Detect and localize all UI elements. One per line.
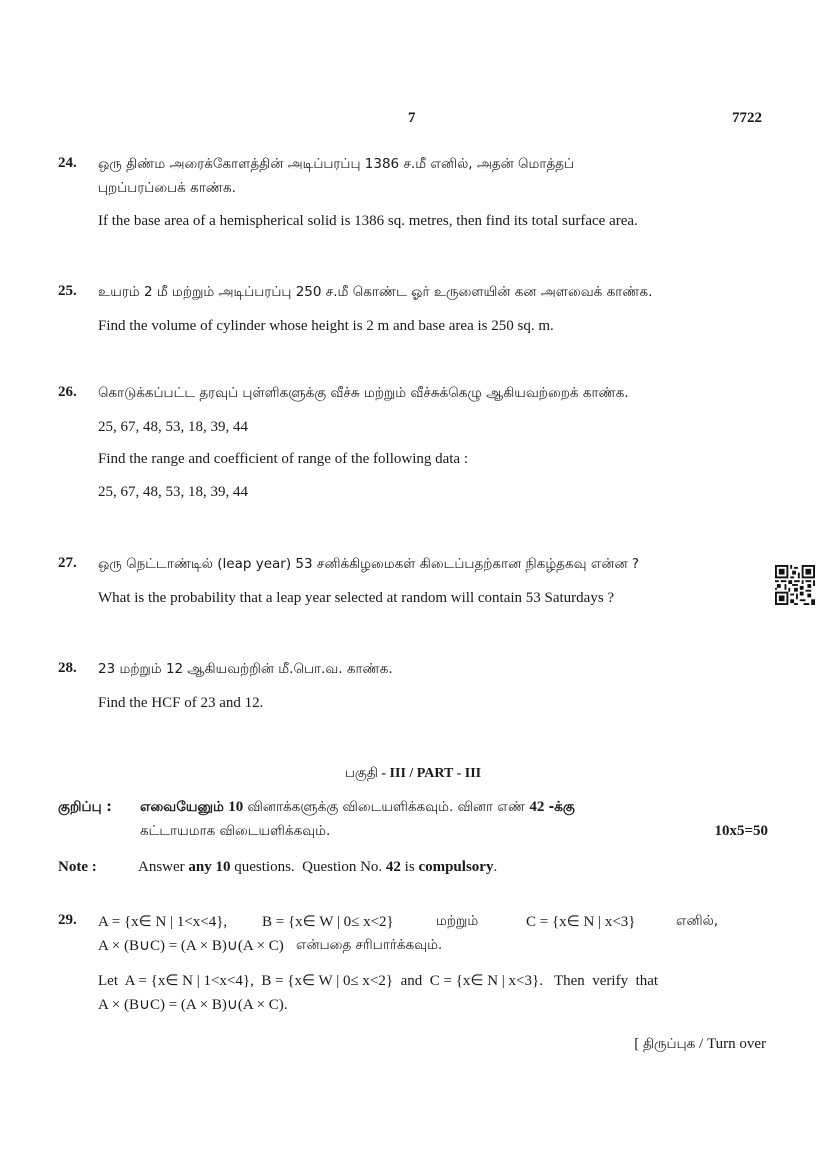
verify-text-tamil: என்பதை சரிபார்க்கவும். xyxy=(296,937,443,953)
turn-over-english: Turn over xyxy=(706,1036,766,1052)
data-values: 25, 67, 48, 53, 18, 39, 44 xyxy=(98,419,248,435)
question-number: 28. xyxy=(58,660,77,676)
note-text-english xyxy=(138,859,497,876)
question-text-english: Let A = {x∈ N | 1<x<4}, B = {x∈ W | 0≤ x<2} and C = {x∈ N | x<3}. Then verify that xyxy=(98,973,659,989)
turn-over-tamil: திருப்புக xyxy=(642,1036,696,1052)
question-number: 24. xyxy=(58,155,77,171)
note-emphasis: any 10 xyxy=(188,859,231,875)
section-heading-separator: - III / xyxy=(377,766,417,781)
question-text-english: If the base area of a hemispherical solid is 1386 sq. metres, then find its total surface area. xyxy=(98,213,638,229)
note-text: வினாக்களுக்கு விடையளிக்கவும். வினா எண் xyxy=(247,799,526,815)
section-heading xyxy=(0,765,826,783)
note-emphasis: எவையேனும் xyxy=(140,799,224,815)
note-emphasis: 42 xyxy=(385,859,401,875)
question-text-english: Find the range and coefficient of range of the following data : xyxy=(98,451,469,467)
note-label-tamil: குறிப்பு : xyxy=(58,799,112,815)
note-emphasis: compulsory xyxy=(418,859,494,875)
note-text: is xyxy=(400,859,419,875)
qr-code-icon xyxy=(775,565,815,605)
question-text-tamil: ஒரு திண்ம அரைக்கோளத்தின் அடிப்பரப்பு 1386 ச.மீ எனில், அதன் மொத்தப் xyxy=(98,156,575,172)
note-text-tamil-line2: கட்டாயமாக விடையளிக்கவும். xyxy=(140,823,331,839)
question-text-english: What is the probability that a leap year selected at random will contain 53 Saturdays ? xyxy=(98,590,615,606)
note-text: . xyxy=(493,859,498,875)
question-text-tamil: கொடுக்கப்பட்ட தரவுப் புள்ளிகளுக்கு வீச்சு மற்றும் வீச்சுக்கெழு ஆகியவற்றைக் காண்க. xyxy=(98,385,629,401)
note-text: questions. Question No. xyxy=(230,859,386,875)
note-emphasis: 10 xyxy=(228,799,244,815)
question-text-tamil: ஒரு நெட்டாண்டில் (leap year) 53 சனிக்கிழமைகள் கிடைப்பதற்கான நிகழ்தகவு என்ன ? xyxy=(98,556,639,572)
exam-code: 7722 xyxy=(732,110,762,126)
question-number: 26. xyxy=(58,384,77,400)
question-text-english: Find the volume of cylinder whose height is 2 m and base area is 250 sq. m. xyxy=(98,318,554,334)
note-emphasis: -க்கு xyxy=(548,799,575,815)
bracket: [ xyxy=(634,1036,643,1052)
note-label-english: Note : xyxy=(58,859,97,875)
question-number: 25. xyxy=(58,283,77,299)
condition-tamil: எனில், xyxy=(676,913,719,929)
separator: / xyxy=(695,1036,707,1052)
data-values: 25, 67, 48, 53, 18, 39, 44 xyxy=(98,484,248,500)
question-text-tamil: புறப்பரப்பைக் காண்க. xyxy=(98,180,236,196)
set-a-definition: A = {x∈ N | 1<x<4}, xyxy=(98,914,228,930)
page-number: 7 xyxy=(408,110,416,126)
note-text: Answer xyxy=(138,859,189,875)
section-heading-english: PART - III xyxy=(416,766,482,781)
question-text-tamil: உயரம் 2 மீ மற்றும் அடிப்பரப்பு 250 ச.மீ கொண்ட ஓர் உருளையின் கன அளவைக் காண்க. xyxy=(98,284,653,300)
question-text-english: Find the HCF of 23 and 12. xyxy=(98,695,264,711)
turn-over-note xyxy=(634,1036,766,1054)
formula: A × (B∪C) = (A × B)∪(A × C) xyxy=(98,938,284,954)
note-text-tamil xyxy=(140,799,575,817)
formula: A × (B∪C) = (A × B)∪(A × C). xyxy=(98,997,288,1013)
conjunction-tamil: மற்றும் xyxy=(436,913,479,929)
marks-allotment: 10x5=50 xyxy=(714,823,768,839)
set-c-definition: C = {x∈ N | x<3} xyxy=(526,914,636,930)
section-heading-tamil: பகுதி xyxy=(344,765,378,781)
question-number: 29. xyxy=(58,912,77,928)
question-number: 27. xyxy=(58,555,77,571)
set-b-definition: B = {x∈ W | 0≤ x<2} xyxy=(262,914,394,930)
question-text-tamil: 23 மற்றும் 12 ஆகியவற்றின் மீ.பொ.வ. காண்க. xyxy=(98,661,393,677)
note-emphasis: 42 xyxy=(529,799,545,815)
